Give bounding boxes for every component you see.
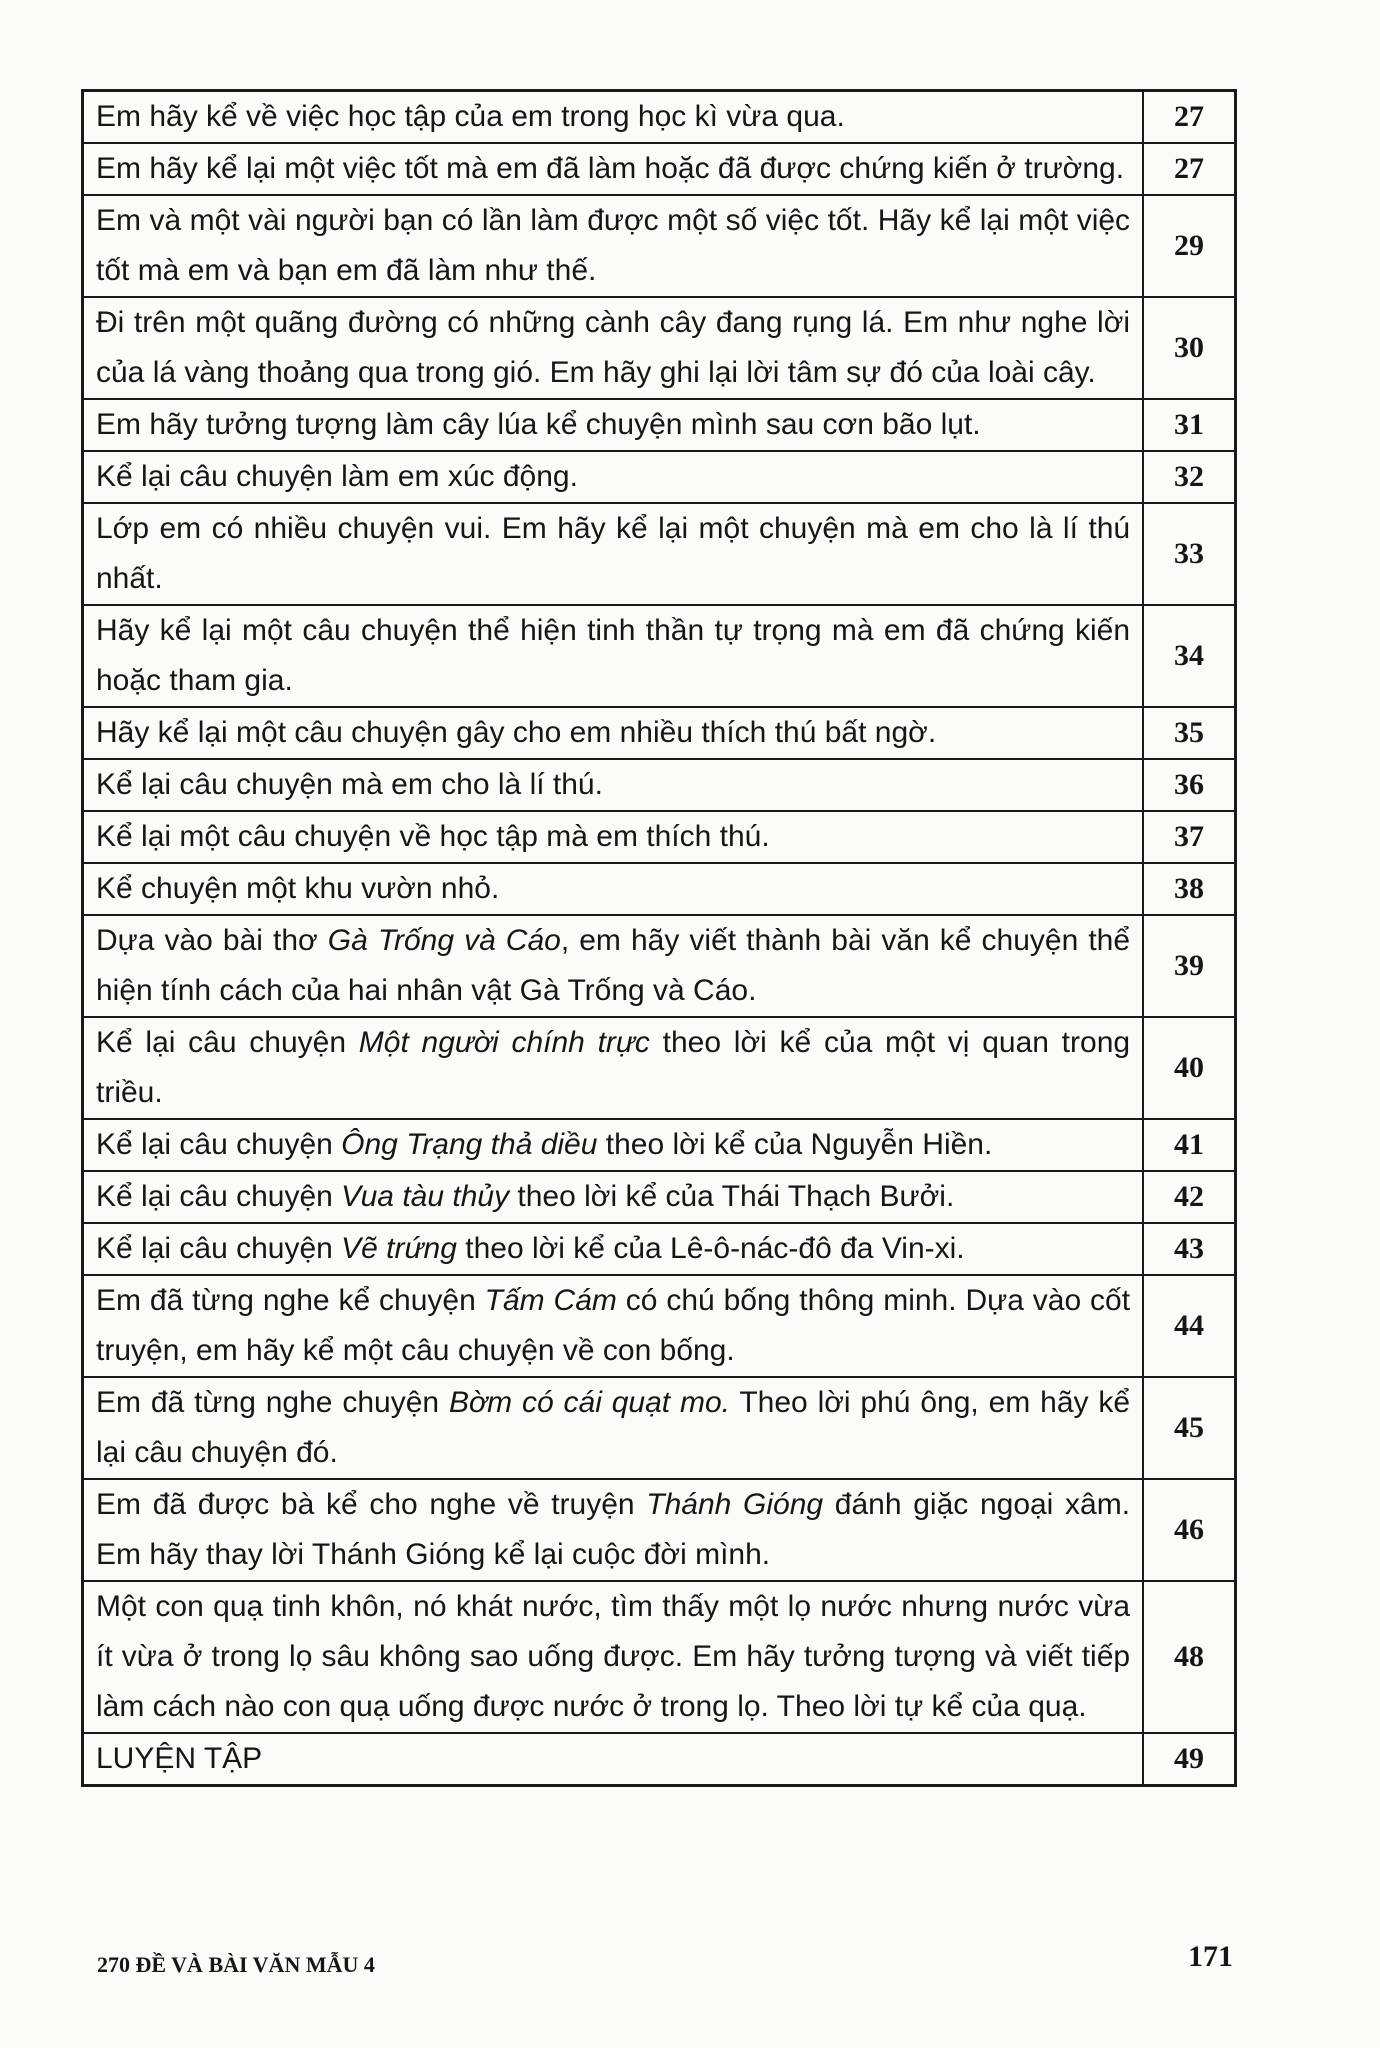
toc-entry-title	[83, 1171, 1144, 1223]
entry-text: Đi trên một quãng đường có những cành cây đang rụng lá. Em như nghe lời của lá vàng thoảng qua trong gió. Em hãy ghi lại lời tâm sự đó của loài cây.	[96, 306, 1131, 389]
entry-text: theo lời kể của Thái Thạch Bưởi.	[509, 1180, 955, 1213]
toc-entry-page: 39	[1143, 915, 1235, 1017]
entry-text: Hãy kể lại một câu chuyện gây cho em nhiều thích thú bất ngờ.	[96, 716, 937, 749]
toc-row	[83, 863, 1236, 915]
entry-text: Hãy kể lại một câu chuyện thể hiện tinh thần tự trọng mà em đã chứng kiến hoặc tham gia.	[96, 614, 1131, 697]
toc-entry-title	[83, 605, 1144, 707]
toc-entry-title	[83, 143, 1144, 195]
toc-entry-title	[83, 1377, 1144, 1479]
toc-row	[83, 503, 1236, 605]
toc-entry-title	[83, 297, 1144, 399]
toc-row	[83, 1377, 1236, 1479]
toc-row	[83, 915, 1236, 1017]
entry-text: Em và một vài người bạn có lần làm được một số việc tốt. Hãy kể lại một việc tốt mà em và bạn em đã làm như thế.	[96, 204, 1131, 287]
entry-text: Kể lại câu chuyện làm em xúc động.	[96, 460, 578, 493]
toc-row	[83, 1223, 1236, 1275]
toc-entry-title	[83, 915, 1144, 1017]
toc-entry-title	[83, 1581, 1144, 1733]
toc-entry-page: 45	[1143, 1377, 1235, 1479]
entry-text: Kể lại câu chuyện	[96, 1026, 359, 1059]
toc-entry-title	[83, 1275, 1144, 1377]
entry-text: có chú bống thông minh. Dựa vào cốt truyện, em hãy kể một câu chuyện về con bống.	[96, 1284, 1131, 1367]
story-title-italic: Vua tàu thủy	[341, 1180, 510, 1213]
entry-text: Em hãy kể lại một việc tốt mà em đã làm hoặc đã được chứng kiến ở trường.	[96, 152, 1125, 185]
story-title-italic: Gà Trống và Cáo	[327, 924, 561, 957]
toc-entry-title	[83, 399, 1144, 451]
toc-row	[83, 707, 1236, 759]
toc-entry-page: 30	[1143, 297, 1235, 399]
toc-entry-title	[83, 195, 1144, 297]
toc-entry-page: 46	[1143, 1479, 1235, 1581]
toc-entry-page: 31	[1143, 399, 1235, 451]
footer-page-number: 171	[1188, 1940, 1233, 1973]
entry-text: Lớp em có nhiều chuyện vui. Em hãy kể lại một chuyện mà em cho là lí thú nhất.	[96, 512, 1131, 595]
entry-text: LUYỆN TẬP	[96, 1742, 263, 1775]
toc-row	[83, 297, 1236, 399]
toc-row	[83, 143, 1236, 195]
toc-row	[83, 1733, 1236, 1786]
story-title-italic: Tấm Cám	[484, 1284, 617, 1317]
entry-text: Kể lại câu chuyện mà em cho là lí thú.	[96, 768, 603, 801]
toc-row	[83, 1275, 1236, 1377]
toc-entry-title	[83, 1223, 1144, 1275]
story-title-italic: Vẽ trứng	[341, 1232, 457, 1265]
toc-row	[83, 399, 1236, 451]
toc-entry-page: 37	[1143, 811, 1235, 863]
toc-entry-title	[83, 1119, 1144, 1171]
toc-row	[83, 1171, 1236, 1223]
entry-text: Kể lại câu chuyện	[96, 1128, 342, 1161]
toc-row	[83, 605, 1236, 707]
toc-entry-page: 36	[1143, 759, 1235, 811]
toc-row	[83, 1581, 1236, 1733]
entry-text: Em đã được bà kể cho nghe về truyện	[96, 1488, 647, 1521]
entry-text: theo lời kể của Nguyễn Hiền.	[597, 1128, 993, 1161]
entry-text: Kể lại câu chuyện	[96, 1232, 342, 1265]
toc-entry-page: 40	[1143, 1017, 1235, 1119]
toc-entry-title	[83, 811, 1144, 863]
entry-text: theo lời kể của Lê-ô-nác-đô đa Vin-xi.	[456, 1232, 965, 1265]
entry-text: Em đã từng nghe kể chuyện	[96, 1284, 485, 1317]
footer-book-title: 270 ĐỀ VÀ BÀI VĂN MẪU 4	[97, 1952, 375, 1977]
toc-entry-page: 41	[1143, 1119, 1235, 1171]
toc-row	[83, 451, 1236, 503]
toc-entry-page: 34	[1143, 605, 1235, 707]
toc-entry-page: 42	[1143, 1171, 1235, 1223]
toc-row	[83, 1119, 1236, 1171]
entry-text: Dựa vào bài thơ	[96, 924, 328, 957]
entry-text: Kể lại câu chuyện	[96, 1180, 342, 1213]
toc-entry-title	[83, 863, 1144, 915]
entry-text: đánh giặc ngoại xâm. Em hãy thay lời Thánh Gióng kể lại cuộc đời mình.	[96, 1488, 1131, 1571]
toc-entry-page: 43	[1143, 1223, 1235, 1275]
toc-entry-page: 29	[1143, 195, 1235, 297]
toc-entry-title	[83, 91, 1144, 144]
toc-entry-page: 32	[1143, 451, 1235, 503]
toc-entry-title	[83, 1479, 1144, 1581]
toc-entry-page: 27	[1143, 143, 1235, 195]
entry-text: Theo lời phú ông, em hãy kể lại câu chuyện đó.	[96, 1386, 1131, 1469]
toc-entry-title	[83, 1017, 1144, 1119]
entry-text: Em hãy kể về việc học tập của em trong học kì vừa qua.	[96, 100, 845, 133]
toc-entry-page: 27	[1143, 91, 1235, 144]
story-title-italic: Bờm có cái quạt mo.	[448, 1386, 730, 1419]
toc-entry-title	[83, 707, 1144, 759]
toc-row	[83, 811, 1236, 863]
toc-entry-page: 49	[1143, 1733, 1235, 1786]
toc-entry-title	[83, 451, 1144, 503]
entry-text: Một con quạ tinh khôn, nó khát nước, tìm thấy một lọ nước nhưng nước vừa ít vừa ở trong lọ sâu không sao uống được. Em hãy tưởng tượng và viết tiếp làm cách nào con quạ uống được nước ở trong lọ. Theo lời tự kể của quạ.	[96, 1590, 1131, 1723]
toc-row	[83, 1017, 1236, 1119]
story-title-italic: Thánh Gióng	[646, 1488, 824, 1521]
entry-text: Em hãy tưởng tượng làm cây lúa kể chuyện mình sau cơn bão lụt.	[96, 408, 981, 441]
table-of-contents	[81, 89, 1237, 1787]
toc-row	[83, 1479, 1236, 1581]
entry-text: Kể lại một câu chuyện về học tập mà em thích thú.	[96, 820, 770, 853]
story-title-italic: Một người chính trực	[358, 1026, 650, 1059]
toc-entry-page: 38	[1143, 863, 1235, 915]
toc-entry-title	[83, 1733, 1144, 1786]
toc-row	[83, 759, 1236, 811]
toc-entry-page: 44	[1143, 1275, 1235, 1377]
toc-entry-page: 48	[1143, 1581, 1235, 1733]
story-title-italic: Ông Trạng thả diều	[341, 1128, 598, 1161]
toc-entry-title	[83, 759, 1144, 811]
entry-text: theo lời kể của một vị quan trong triều.	[96, 1026, 1131, 1109]
toc-entry-page: 33	[1143, 503, 1235, 605]
toc-row	[83, 91, 1236, 144]
entry-text: , em hãy viết thành bài văn kể chuyện thể hiện tính cách của hai nhân vật Gà Trống và Cáo.	[96, 924, 1131, 1007]
entry-text: Kể chuyện một khu vườn nhỏ.	[96, 872, 500, 905]
toc-entry-title	[83, 503, 1144, 605]
toc-row	[83, 195, 1236, 297]
toc-entry-page: 35	[1143, 707, 1235, 759]
entry-text: Em đã từng nghe chuyện	[96, 1386, 449, 1419]
